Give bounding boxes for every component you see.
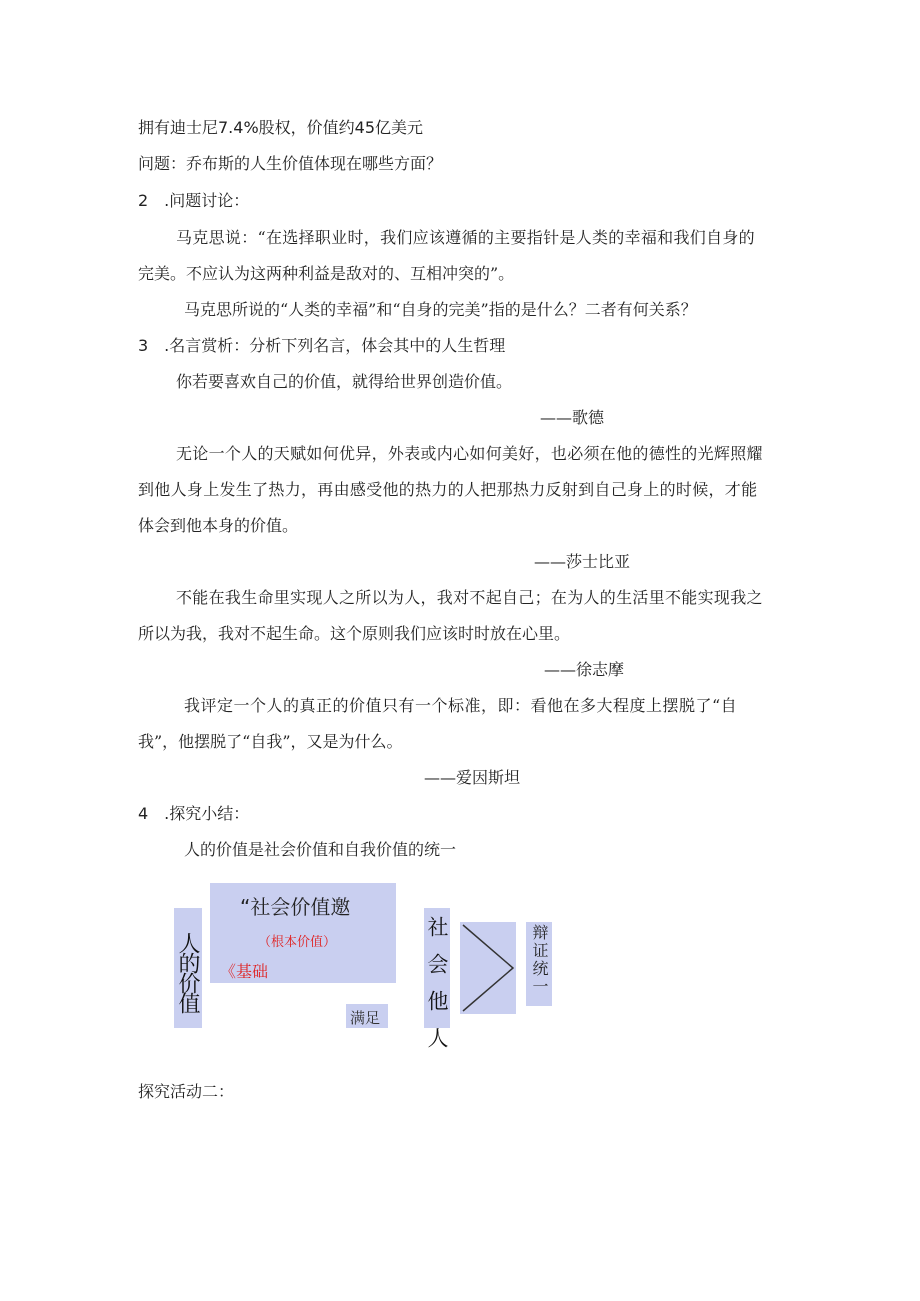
marx-question: 马克思所说的“人类的幸福”和“自身的完美”指的是什么？二者有何关系？ bbox=[184, 300, 697, 319]
box-social-value bbox=[210, 883, 396, 983]
shakespeare-quote-line-3: 体会到他本身的价值。 bbox=[138, 516, 299, 535]
social-value-title: “社会价值邀 bbox=[240, 895, 351, 919]
xu-quote-line-2: 所以为我，我对不起生命。这个原则我们应该时时放在心里。 bbox=[138, 624, 571, 643]
einstein-quote-line-1: 我评定一个人的真正的价值只有一个标准，即：看他在多大程度上摆脱了“自 bbox=[184, 696, 738, 715]
basis-label: 《基础 bbox=[220, 962, 269, 981]
question-jobs: 问题：乔布斯的人生价值体现在哪些方面？ bbox=[138, 154, 443, 173]
box-unity bbox=[526, 922, 552, 1006]
goethe-author: ——歌德 bbox=[540, 408, 605, 427]
marx-quote-line-1: 马克思说：“在选择职业时，我们应该遵循的主要指针是人类的幸福和我们自身的 bbox=[176, 228, 755, 247]
unity-label: 辩证统一 bbox=[530, 924, 549, 996]
goethe-quote: 你若要喜欢自己的价值，就得给世界创造价值。 bbox=[176, 372, 513, 391]
text-line-disney: 拥有迪士尼7.4%股权，价值约45亿美元 bbox=[138, 118, 424, 137]
person-value-label: 人的价值 bbox=[175, 932, 200, 1012]
shakespeare-quote-line-2: 到他人身上发生了热力，再由感受他的热力的人把那热力反射到自己身上的时候，才能 bbox=[138, 480, 758, 499]
xu-quote-line-1: 不能在我生命里实现人之所以为人，我对不起自己；在为人的生活里不能实现我之 bbox=[176, 588, 763, 607]
shakespeare-author: ——莎士比亚 bbox=[534, 552, 631, 571]
marx-quote-line-2: 完美。不应认为这两种利益是敌对的、互相冲突的”。 bbox=[138, 264, 515, 283]
box-society-others bbox=[424, 908, 450, 1064]
section-2-heading: 2 .问题讨论： bbox=[138, 191, 250, 210]
society-others-label: 社会他人 bbox=[425, 916, 449, 1064]
summary-line: 人的价值是社会价值和自我价值的统一 bbox=[184, 840, 457, 859]
shakespeare-quote-line-1: 无论一个人的天赋如何优异，外表或内心如何美好，也必须在他的德性的光辉照耀 bbox=[176, 444, 763, 463]
box-arrow bbox=[460, 922, 516, 1014]
section-3-heading: 3 .名言赏析：分析下列名言，体会其中的人生哲理 bbox=[138, 336, 506, 355]
section-4-heading: 4 .探究小结： bbox=[138, 804, 250, 823]
satisfy-label: 满足 bbox=[350, 1009, 381, 1027]
activity-2-heading: 探究活动二： bbox=[138, 1082, 235, 1101]
value-diagram bbox=[170, 880, 570, 1064]
box-person-value bbox=[174, 908, 202, 1028]
social-value-note: （根本价值） bbox=[258, 935, 337, 950]
chevron-right-icon bbox=[460, 922, 516, 1014]
einstein-quote-line-2: 我”，他摆脱了“自我”，又是为什么。 bbox=[138, 732, 403, 751]
einstein-author: ——爱因斯坦 bbox=[424, 768, 521, 787]
xu-author: ——徐志摩 bbox=[544, 660, 625, 679]
box-satisfy bbox=[346, 1004, 388, 1028]
